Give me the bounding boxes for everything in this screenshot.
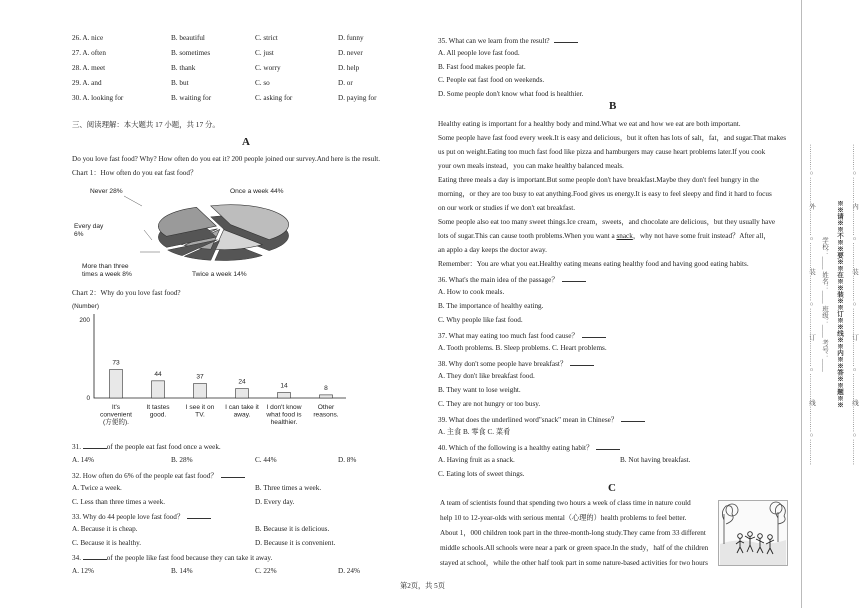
option-c: C. strict [255, 34, 278, 42]
option-c: C. worry [255, 64, 281, 72]
answer-option: B. Because it is delicious. [255, 525, 330, 533]
option-c: C. just [255, 49, 274, 57]
bar-category-label: (方便的). [102, 419, 130, 426]
option-b: B. sometimes [171, 49, 211, 57]
answer-blank [221, 470, 245, 478]
q38-option: B. They want to lose weight. [438, 386, 521, 394]
option-c: C. asking for [255, 94, 293, 102]
bar-category-label: convenient [100, 411, 132, 419]
q37-options: A. Tooth problems. B. Sleep problems. C. Heart problems. [438, 344, 607, 352]
bar-category-label: good. [149, 411, 167, 419]
bar-category-label: It's [111, 404, 121, 411]
answer-option: B. 14% [171, 567, 193, 575]
option-d: D. never [338, 49, 363, 57]
bar-value-label: 24 [238, 378, 246, 386]
pie-leader-line [124, 196, 142, 206]
answer-option: A. Because it is cheap. [72, 525, 138, 533]
q40-option-b: B. Not having breakfast. [620, 456, 691, 464]
bar-category-label: It tastes [146, 404, 170, 411]
bar [278, 393, 291, 398]
pie-label: Twice a week 14% [192, 271, 247, 278]
option-d: D. funny [338, 34, 364, 42]
answer-option: D. Because it is convenient. [255, 539, 336, 547]
q36-option: B. The importance of healthy eating. [438, 302, 544, 310]
bar-value-label: 14 [280, 382, 288, 390]
question-stem: 31. of the people eat fast food once a week. [72, 443, 221, 451]
passage-b-label: B [609, 100, 617, 112]
bar [194, 384, 207, 398]
q40-option-a: A. Having fruit as a snack. [438, 456, 515, 464]
option-d: D. paying for [338, 94, 377, 102]
option-d: D. help [338, 64, 360, 72]
q39-options: A. 主食 B. 零食 C. 菜肴 [438, 428, 511, 436]
bar [110, 370, 123, 398]
passage-b-line: your own meals instead，you can make healthy balanced meals. [438, 162, 624, 170]
bar-chart [68, 298, 358, 438]
answer-option: D. 24% [338, 567, 360, 575]
bar [320, 395, 333, 398]
q36-option: C. Why people like fast food. [438, 316, 523, 324]
bar-category-label: I can take it [225, 404, 259, 411]
bar-category-label: reasons. [313, 411, 339, 419]
pie-label: Never 28% [90, 188, 123, 195]
pie-label: Once a week 44% [230, 188, 284, 195]
bar-category-label: away. [233, 411, 251, 419]
option-c: C. so [255, 79, 270, 87]
option-b: B. beautiful [171, 34, 205, 42]
pie-label: times a week 8% [82, 271, 132, 278]
option-d: D. or [338, 79, 353, 87]
question-35: 35. What can we learn from the result? [438, 35, 578, 46]
section-title: 三、阅读理解：本大题共 17 小题，共 17 分。 [72, 120, 220, 129]
answer-option: A. 14% [72, 456, 94, 464]
passage-b-line: Some people also eat too many sweet things.Ice cream，sweets，and chocolate are delicious，but they usually have [438, 218, 776, 226]
passage-a-intro: Do you love fast food? Why? How often do you eat it? 200 people joined our survey.And here is the result. [72, 155, 380, 163]
answer-option: C. 22% [255, 567, 277, 575]
q40-option-c: C. Eating lots of sweet things. [438, 470, 525, 478]
bar-value-label: 73 [112, 359, 120, 367]
pie-label: More than three [82, 263, 129, 270]
answer-blank [83, 441, 107, 449]
pie-chart [72, 180, 302, 290]
answer-option: C. Because it is healthy. [72, 539, 141, 547]
pie-label: Every day [74, 223, 104, 230]
option-b: B. waiting for [171, 94, 212, 102]
passage-c-label: C [608, 482, 616, 494]
underlined-word-snack: snack [616, 232, 633, 240]
question-stem: 33. Why do 44 people love fast food？ [72, 511, 211, 522]
option-a: 28. A. meet [72, 64, 106, 72]
answer-option: C. 44% [255, 456, 277, 464]
bar-category-label: I don't know [266, 404, 302, 411]
chart1-caption: Chart 1：How often do you eat fast food？ [72, 169, 198, 177]
passage-c-line: help 10 to 12-year-olds with serious mental（心理的）health problems to feel better. [440, 514, 687, 522]
passage-b-line: Healthy eating is important for a healthy body and mind.What we eat and how we eat are both important. [438, 120, 741, 128]
passage-c-line: About 1，000 children took part in the three-month-long study.They came from 33 different [440, 529, 706, 537]
bar-category-label: I see it on [185, 404, 215, 411]
bar-axes [94, 314, 346, 398]
question-36: 36. What's the main idea of the passage？ [438, 274, 586, 285]
passage-a-label: A [242, 136, 250, 148]
question-stem: 34. of the people like fast food because they can take it away. [72, 554, 273, 562]
passage-c-line: stayed at school，while the other half took part in some nature-based activities for two hours [440, 559, 708, 567]
question-40: 40. Which of the following is a healthy eating habit？ [438, 442, 620, 453]
answer-blank [83, 552, 107, 560]
children-in-nature-illustration [718, 500, 788, 566]
passage-c-line: middle schools.All schools were near a park or green space.In the study，half of the children [440, 544, 709, 552]
passage-b-line: Remember：You are what you eat.Healthy eating means eating healthy food and having good eating habits. [438, 260, 749, 268]
q36-option: A. How to cook meals. [438, 288, 505, 296]
bar-category-label: TV. [195, 411, 205, 419]
bar-ytick: 200 [79, 317, 90, 324]
answer-option: D. 8% [338, 456, 357, 464]
passage-b-line: Some people have fast food every week.It is easy and delicious，but it often has lots of salt，fat，and sugar.That makes [438, 134, 787, 142]
question-37: 37. What may eating too much fast food cause？ [438, 330, 606, 341]
passage-b-line: on our work or studies if we don't eat breakfast. [438, 204, 576, 212]
binding-dots-outer: …………○…………外…………○…………装…………○…………订…………○…………线…………○………… [808, 143, 815, 465]
answer-blank [187, 511, 211, 519]
bar [236, 389, 249, 398]
q35-option: A. All people love fast food. [438, 49, 520, 57]
bar-value-label: 8 [324, 384, 328, 392]
question-stem: 32. How often do 6% of the people eat fast food？ [72, 470, 245, 481]
bar-value-label: 37 [196, 373, 204, 381]
passage-c-line: A team of scientists found that spending two hours a week of class time in nature could [440, 499, 691, 507]
chart2-caption: Chart 2：Why do you love fast food? [72, 289, 181, 297]
bar-ylabel: (Number) [72, 303, 99, 310]
bar-category-label: what food is [266, 411, 302, 419]
answer-option: A. Twice a week. [72, 484, 122, 492]
q35-option: D. Some people don't know what food is healthier. [438, 89, 584, 98]
passage-b-line: morning，or they are too busy to eat anything.Food gives us energy.It is easy to feel sleepy and find it hard to focus [438, 190, 772, 198]
q38-option: A. They don't like breakfast food. [438, 372, 535, 380]
option-a: 29. A. and [72, 79, 102, 87]
option-a: 26. A. nice [72, 34, 104, 42]
answer-option: B. 28% [171, 456, 193, 464]
binding-dots-inner: …………○…………内…………○…………装…………○…………订…………○…………线…………○………… [851, 143, 858, 465]
passage-b-line-snack: lots of sugar.This can cause tooth problems.When you want a snack，why not have some fruit instead？After all， [438, 232, 771, 240]
q35-option: C. People eat fast food on weekends. [438, 76, 545, 84]
bar [152, 381, 165, 398]
option-b: B. but [171, 79, 189, 87]
passage-b-line: us put on weight.Eating too much fast food like pizza and hamburgers may cause heart problems later.If you cook [438, 148, 766, 156]
question-38: 38. Why don't some people have breakfast？ [438, 358, 594, 369]
q35-option: B. Fast food makes people fat. [438, 62, 526, 71]
answer-option: B. Three times a week. [255, 484, 322, 492]
binding-margin [801, 0, 860, 608]
option-b: B. thank [171, 64, 196, 72]
bar-category-label: Other [317, 404, 335, 411]
bar-ytick: 0 [86, 395, 90, 402]
passage-b-line: an applo a day keeps the doctor away. [438, 246, 547, 254]
passage-b-line: Eating three meals a day is important.But some people don't have breakfast.Maybe they don't feel hungry in the [438, 176, 759, 184]
pie-label: 6% [74, 231, 84, 238]
question-39: 39. What does the underlined word"snack" mean in Chinese？ [438, 414, 645, 425]
bar-value-label: 44 [154, 370, 162, 378]
bar-category-label: healthier. [270, 419, 298, 426]
answer-option: C. Less than three times a week. [72, 498, 166, 506]
no-answer-warning: ※※请※※不※※要※※在※※装※※订※※线※※内※※答※※题※※ [836, 200, 843, 408]
student-info-fields: 学校：____ 姓名：____ 班级：____ 考号：____ [821, 236, 828, 372]
pie-leader-line [144, 230, 152, 240]
q38-option: C. They are not hungry or too busy. [438, 400, 541, 408]
answer-option: D. Every day. [255, 498, 295, 506]
option-a: 30. A. looking for [72, 94, 124, 102]
answer-option: A. 12% [72, 567, 94, 575]
page-footer: 第2页，共 5页 [400, 582, 445, 590]
option-a: 27. A. often [72, 49, 106, 57]
